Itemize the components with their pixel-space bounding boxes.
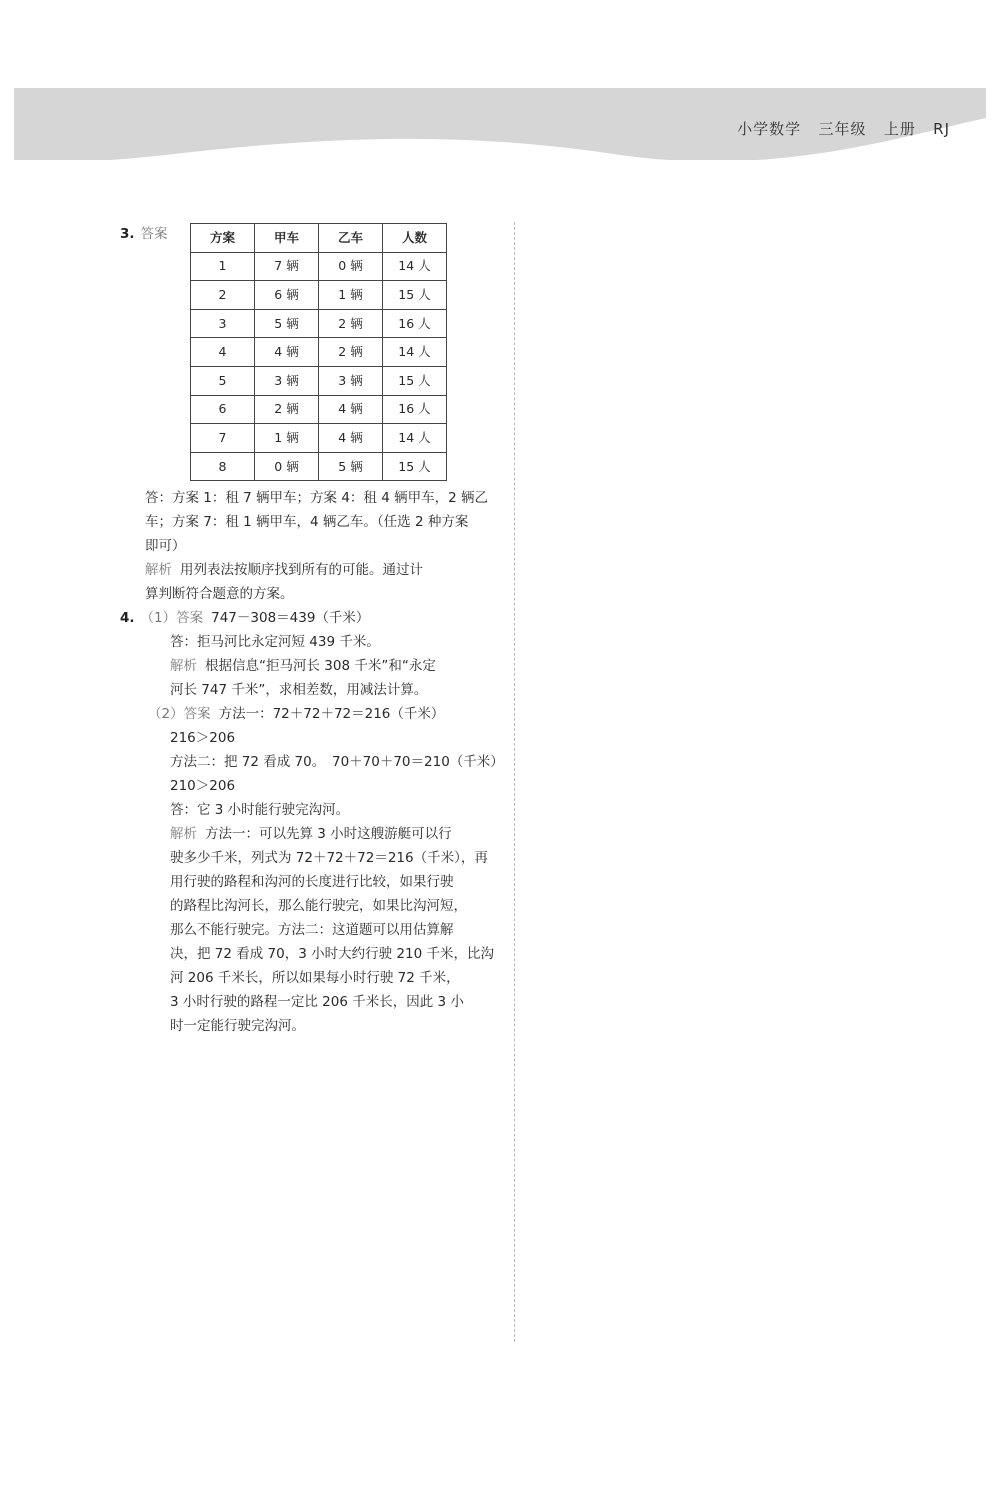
table-cell: 2 辆 [319, 309, 383, 338]
table-header-cell: 乙车 [319, 224, 383, 253]
left-q3-answer-3: 即可） [145, 538, 186, 554]
left-q4-p2-analysis-9: 时一定能行驶完沟河。 [170, 1018, 305, 1034]
table-cell: 14 人 [383, 424, 447, 453]
table-row [191, 281, 447, 310]
table-cell: 7 辆 [255, 252, 319, 281]
table-header-row [191, 224, 447, 253]
left-q4-p2: （2）答案 方法一：72＋72＋72＝216（千米） [148, 706, 445, 722]
table-cell: 14 人 [383, 252, 447, 281]
table-cell: 5 辆 [319, 452, 383, 481]
plan-table [190, 223, 447, 481]
table-row [191, 366, 447, 395]
left-q4-p2-analysis-6: 决，把 72 看成 70，3 小时大约行驶 210 千米，比沟 [170, 946, 494, 962]
header-grade: 三年级 [818, 120, 867, 138]
left-q4-p2-analysis-4: 的路程比沟河长，那么能行驶完，如果比沟河短， [170, 898, 467, 914]
left-q3-analysis-1: 解析 用列表法按顺序找到所有的可能。通过计 [145, 562, 423, 578]
table-row [191, 395, 447, 424]
left-q4-p2-line2: 216＞206 [170, 730, 236, 746]
table-cell: 5 辆 [255, 309, 319, 338]
table-row [191, 252, 447, 281]
table-cell: 6 [191, 395, 255, 424]
table-cell: 15 人 [383, 452, 447, 481]
table-cell: 1 [191, 252, 255, 281]
table-cell: 5 [191, 366, 255, 395]
table-cell: 4 辆 [319, 395, 383, 424]
header-subject-line [737, 118, 950, 140]
table-cell: 3 [191, 309, 255, 338]
table-cell: 6 辆 [255, 281, 319, 310]
table-cell: 0 辆 [319, 252, 383, 281]
table-cell: 4 辆 [319, 424, 383, 453]
left-q4-p2-analysis-3: 用行驶的路程和沟河的长度进行比较，如果行驶 [170, 874, 454, 890]
left-q3-label: 3. 答案 [120, 226, 168, 242]
left-q4-p1: 4. （1）答案 747－308＝439（千米） [120, 610, 370, 626]
table-cell: 1 辆 [319, 281, 383, 310]
table-cell: 1 辆 [255, 424, 319, 453]
left-q4-p2-line4: 210＞206 [170, 778, 236, 794]
header-volume: 上册 [883, 120, 916, 138]
table-header-cell: 甲车 [255, 224, 319, 253]
table-cell: 2 [191, 281, 255, 310]
table-cell: 2 辆 [319, 338, 383, 367]
table-cell: 3 辆 [319, 366, 383, 395]
table-cell: 7 [191, 424, 255, 453]
table-row [191, 424, 447, 453]
table-row [191, 452, 447, 481]
table-cell: 16 人 [383, 309, 447, 338]
table-row [191, 309, 447, 338]
left-q4-p1-analysis-1: 解析 根据信息“拒马河长 308 千米”和“永定 [170, 658, 436, 674]
table-cell: 14 人 [383, 338, 447, 367]
table-cell: 4 辆 [255, 338, 319, 367]
table-cell: 0 辆 [255, 452, 319, 481]
left-q3-answer-1: 答：方案 1：租 7 辆甲车；方案 4：租 4 辆甲车，2 辆乙 [145, 490, 488, 506]
left-q3-analysis-2: 算判断符合题意的方案。 [145, 586, 294, 602]
left-q4-p2-analysis-8: 3 小时行驶的路程一定比 206 千米长，因此 3 小 [170, 994, 464, 1010]
left-q4-p2-analysis-7: 河 206 千米长，所以如果每小时行驶 72 千米， [170, 970, 460, 986]
left-q3-answer-2: 车；方案 7：租 1 辆甲车，4 辆乙车。（任选 2 种方案 [145, 514, 469, 530]
left-q4-p2-line5: 答：它 3 小时能行驶完沟河。 [170, 802, 350, 818]
table-cell: 15 人 [383, 281, 447, 310]
left-q4-p2-analysis-1: 解析 方法一：可以先算 3 小时这艘游艇可以行 [170, 826, 452, 842]
table-cell: 15 人 [383, 366, 447, 395]
table-header-cell: 人数 [383, 224, 447, 253]
table-cell: 16 人 [383, 395, 447, 424]
left-q4-p1-answer: 答：拒马河比永定河短 439 千米。 [170, 634, 380, 650]
header-subject: 小学数学 [737, 120, 802, 138]
table-cell: 2 辆 [255, 395, 319, 424]
table-cell: 3 辆 [255, 366, 319, 395]
table-row [191, 338, 447, 367]
left-q4-p2-analysis-5: 那么不能行驶完。方法二：这道题可以用估算解 [170, 922, 454, 938]
left-q4-p2-analysis-2: 驶多少千米，列式为 72＋72＋72＝216（千米），再 [170, 850, 488, 866]
left-q4-p2-line3: 方法二：把 72 看成 70。 70＋70＋70＝210（千米） [170, 754, 504, 770]
table-cell: 8 [191, 452, 255, 481]
table-header-cell: 方案 [191, 224, 255, 253]
column-divider [514, 222, 515, 1342]
header-edition: RJ [933, 120, 950, 138]
table-cell: 4 [191, 338, 255, 367]
left-q4-p1-analysis-2: 河长 747 千米”，求相差数，用减法计算。 [170, 682, 428, 698]
